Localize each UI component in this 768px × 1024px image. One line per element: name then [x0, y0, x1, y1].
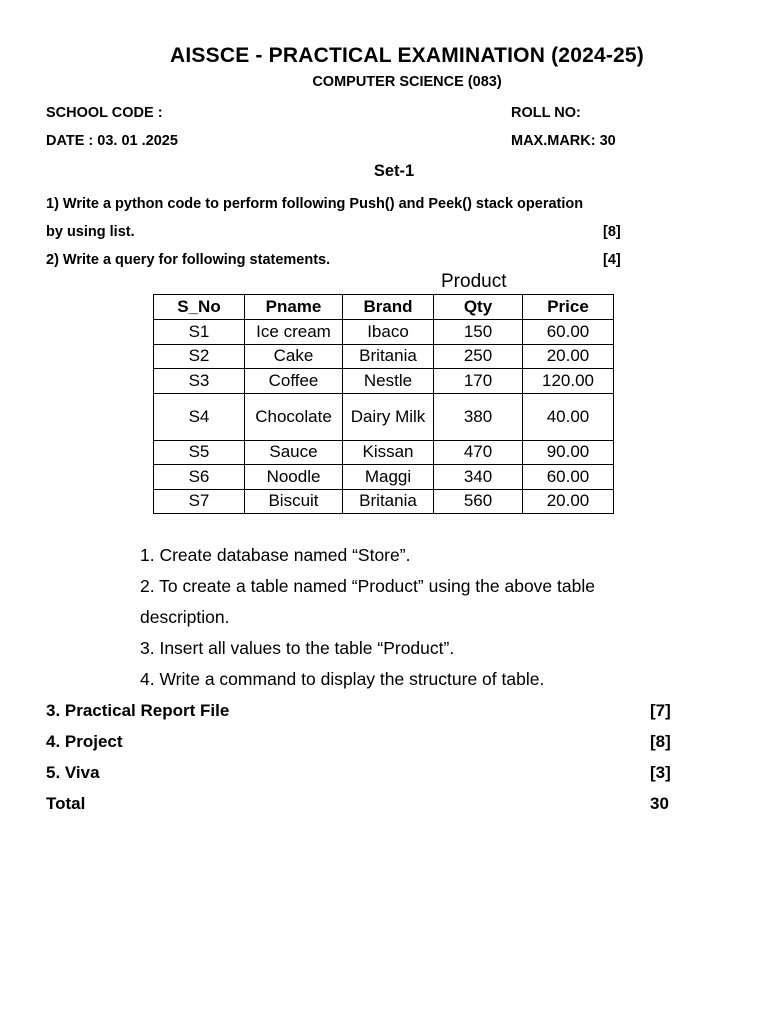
- table-cell: Ice cream: [245, 320, 343, 345]
- max-mark: MAX.MARK: 30: [511, 133, 616, 149]
- roll-no-label: ROLL NO:: [511, 105, 581, 121]
- table-cell: Noodle: [245, 465, 343, 490]
- question-2-marks: [4]: [603, 252, 621, 268]
- table-cell: S4: [154, 393, 245, 440]
- project-label: 4. Project: [46, 732, 123, 751]
- subject-subtitle: COMPUTER SCIENCE (083): [312, 74, 502, 90]
- sub-question-1: 1. Create database named “Store”.: [140, 545, 411, 565]
- table-cell: Nestle: [343, 369, 434, 394]
- sub-question-4: 4. Write a command to display the structure of table.: [140, 669, 545, 689]
- table-cell: 250: [434, 344, 523, 369]
- table-row: [154, 393, 614, 440]
- table-cell: Chocolate: [245, 393, 343, 440]
- total-label: Total: [46, 794, 86, 813]
- table-cell: Britania: [343, 489, 434, 514]
- column-header: S_No: [154, 295, 245, 320]
- table-cell: S6: [154, 465, 245, 490]
- exam-date: DATE : 03. 01 .2025: [46, 133, 178, 149]
- table-cell: 470: [434, 440, 523, 465]
- table-cell: S1: [154, 320, 245, 345]
- table-cell: Cake: [245, 344, 343, 369]
- table-row: [154, 489, 614, 514]
- column-header: Brand: [343, 295, 434, 320]
- column-header: Price: [523, 295, 614, 320]
- table-row: [154, 320, 614, 345]
- table-cell: 90.00: [523, 440, 614, 465]
- table-cell: 120.00: [523, 369, 614, 394]
- product-table: [153, 294, 614, 514]
- table-cell: Dairy Milk: [343, 393, 434, 440]
- table-cell: S2: [154, 344, 245, 369]
- question-1-line-1: 1) Write a python code to perform following Push() and Peek() stack operation: [46, 196, 584, 212]
- table-cell: 60.00: [523, 320, 614, 345]
- report-file-marks: [7]: [650, 701, 671, 720]
- table-cell: Sauce: [245, 440, 343, 465]
- table-cell: Maggi: [343, 465, 434, 490]
- table-cell: Kissan: [343, 440, 434, 465]
- question-1-line-2: by using list.: [46, 224, 135, 240]
- table-cell: S7: [154, 489, 245, 514]
- table-cell: 20.00: [523, 489, 614, 514]
- school-code-label: SCHOOL CODE :: [46, 105, 163, 121]
- viva-marks: [3]: [650, 763, 671, 782]
- column-header: Qty: [434, 295, 523, 320]
- sub-question-3: 3. Insert all values to the table “Product”.: [140, 638, 455, 658]
- total-marks: 30: [650, 794, 669, 813]
- table-header-row: [154, 295, 614, 320]
- table-row: [154, 369, 614, 394]
- sub-question-2-line-1: 2. To create a table named “Product” using the above table: [140, 576, 595, 596]
- table-cell: 150: [434, 320, 523, 345]
- question-2-text: 2) Write a query for following statements.: [46, 252, 331, 268]
- question-1-marks: [8]: [603, 224, 621, 240]
- column-header: Pname: [245, 295, 343, 320]
- exam-title: AISSCE - PRACTICAL EXAMINATION (2024-25): [170, 44, 644, 67]
- table-cell: Britania: [343, 344, 434, 369]
- table-cell: Ibaco: [343, 320, 434, 345]
- set-label: Set-1: [373, 162, 415, 180]
- table-caption: Product: [441, 271, 507, 292]
- table-cell: 560: [434, 489, 523, 514]
- project-marks: [8]: [650, 732, 671, 751]
- table-cell: 340: [434, 465, 523, 490]
- table-row: [154, 440, 614, 465]
- table-cell: 20.00: [523, 344, 614, 369]
- sub-question-2-line-2: description.: [140, 607, 230, 627]
- table-cell: 170: [434, 369, 523, 394]
- viva-label: 5. Viva: [46, 763, 100, 782]
- table-cell: 40.00: [523, 393, 614, 440]
- table-cell: S5: [154, 440, 245, 465]
- table-cell: 380: [434, 393, 523, 440]
- table-cell: Biscuit: [245, 489, 343, 514]
- table-row: [154, 465, 614, 490]
- report-file-label: 3. Practical Report File: [46, 701, 230, 720]
- table-cell: 60.00: [523, 465, 614, 490]
- table-row: [154, 344, 614, 369]
- table-cell: S3: [154, 369, 245, 394]
- table-cell: Coffee: [245, 369, 343, 394]
